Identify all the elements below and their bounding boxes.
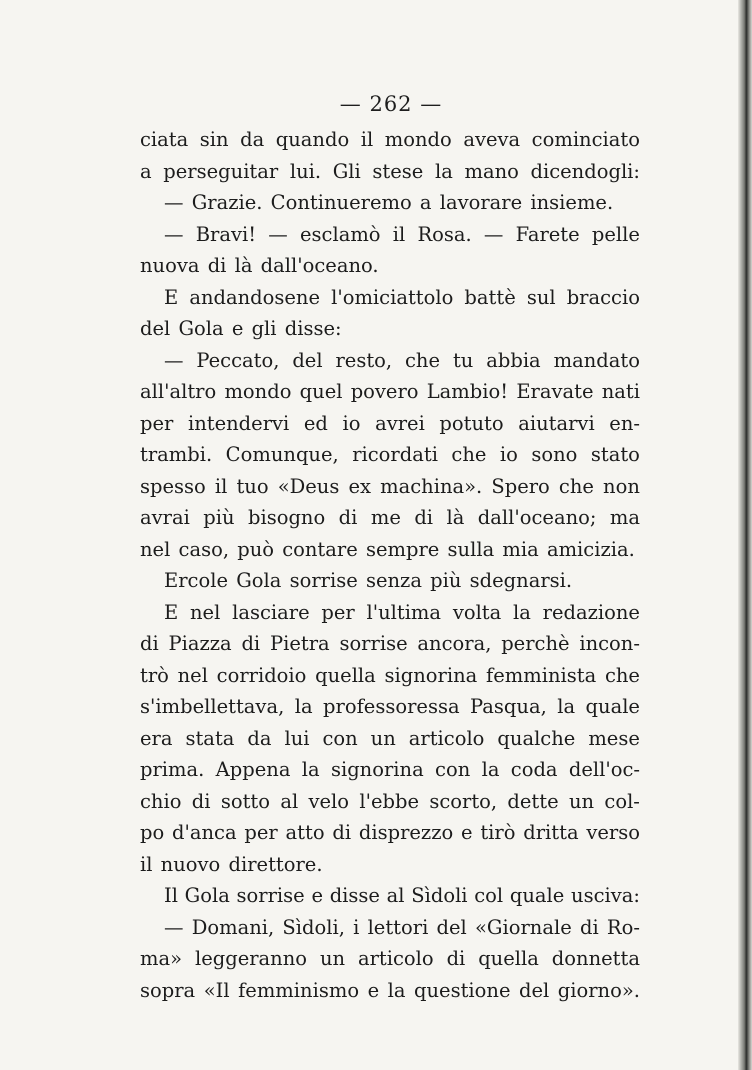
word: io <box>499 443 518 466</box>
word: resto, <box>335 348 393 372</box>
word: quale <box>585 695 640 718</box>
word: Sìdoli, <box>282 915 345 939</box>
text-line-content: — Grazie. Continueremo a lavorare insieme. <box>164 191 614 214</box>
word: all'altro <box>140 380 217 403</box>
word: Lambio! <box>426 380 509 403</box>
word: scorto, <box>429 789 498 813</box>
word: tirò <box>480 821 516 844</box>
word: di <box>414 506 434 529</box>
word: non <box>603 474 640 498</box>
word: il <box>360 128 374 151</box>
text-line <box>140 565 640 597</box>
word: andandosene <box>189 285 321 309</box>
text-line <box>140 975 640 1007</box>
word: signorina <box>330 758 424 781</box>
text-line <box>140 597 640 629</box>
word: avrai <box>140 506 190 529</box>
word: dall'oceano; <box>477 506 597 529</box>
word: la <box>294 695 313 718</box>
word: lui. <box>289 159 322 183</box>
word: con <box>435 758 471 781</box>
word: ex <box>348 474 372 498</box>
word: «Deus <box>277 474 340 498</box>
word: abbia <box>486 348 541 372</box>
word: quella <box>315 663 376 687</box>
word: del <box>436 915 467 939</box>
word: la <box>557 695 576 718</box>
word: Ro- <box>606 915 640 939</box>
word: aiutarvi <box>518 411 595 435</box>
word: ricordati <box>352 443 438 466</box>
word: col <box>474 884 504 907</box>
word: del <box>292 348 323 372</box>
word: verso <box>586 821 640 844</box>
text-line <box>140 345 640 377</box>
text-line <box>140 786 640 818</box>
text-line <box>140 943 640 975</box>
text-line <box>140 124 640 156</box>
word: quale <box>509 884 565 907</box>
word: — <box>164 915 184 939</box>
text-line <box>140 219 640 251</box>
word: del <box>519 978 550 1002</box>
word: professoressa <box>323 695 460 718</box>
word: al <box>386 884 405 907</box>
text-line <box>140 817 640 849</box>
word: usciva: <box>571 884 640 907</box>
word: stese <box>372 159 424 183</box>
word: sul <box>526 285 556 309</box>
word: «Il <box>203 978 230 1002</box>
word: giorno». <box>557 978 640 1002</box>
word: più <box>203 506 235 529</box>
word: disprezzo <box>358 821 454 844</box>
word: — <box>483 222 504 246</box>
word: — <box>164 348 184 372</box>
word: cominciato <box>531 128 640 151</box>
word: sono <box>531 443 578 466</box>
word: mano <box>464 159 519 183</box>
word: — <box>164 222 184 246</box>
word: s'imbellettava, <box>140 695 285 718</box>
word: trò <box>140 663 169 687</box>
word: il <box>214 474 228 498</box>
word: trambi. <box>140 443 213 466</box>
word: perseguitar <box>163 159 279 183</box>
word: e <box>311 884 323 907</box>
word: volta <box>452 600 502 624</box>
word: sorrise <box>339 632 408 655</box>
word: che <box>604 663 640 687</box>
word: d'anca <box>172 821 237 844</box>
word: di <box>241 632 261 655</box>
word: spesso <box>140 474 206 498</box>
word: e <box>367 978 380 1002</box>
text-line <box>140 282 640 314</box>
word: pelle <box>591 222 640 246</box>
word: sopra <box>140 978 196 1002</box>
text-line <box>140 187 640 219</box>
word: la <box>481 758 500 781</box>
text-line-content: nel caso, può contare sempre sulla mia amicizia. <box>140 537 635 561</box>
text-line-content: nuova di là dall'oceano. <box>140 254 379 277</box>
word: questione <box>414 978 511 1002</box>
word: signorina <box>384 663 478 687</box>
word: il <box>392 222 406 246</box>
page-text-body <box>140 124 640 1006</box>
page-number: — 262 — <box>339 92 443 116</box>
word: perchè <box>501 632 570 655</box>
word: machina». <box>380 474 483 498</box>
word: mese <box>588 726 640 750</box>
word: un <box>319 947 346 970</box>
word: aveva <box>463 128 521 151</box>
word: mandato <box>553 348 640 372</box>
text-line-content: Ercole Gola sorrise senza più sdegnarsi. <box>164 569 573 592</box>
word: Bravi! <box>195 222 257 246</box>
word: e <box>461 821 473 844</box>
word: dell'oc- <box>568 758 640 781</box>
word: la <box>387 978 406 1002</box>
word: da <box>247 726 272 750</box>
word: era <box>140 726 173 750</box>
word: Gola <box>184 884 230 907</box>
word: di <box>140 632 159 655</box>
word: braccio <box>566 285 640 309</box>
text-line <box>140 408 640 440</box>
word: lettori <box>367 915 429 939</box>
word: nel <box>177 663 208 687</box>
word: en- <box>609 411 640 435</box>
word: — <box>268 222 288 246</box>
text-line <box>140 156 640 188</box>
word: per <box>321 600 355 624</box>
word: ma <box>609 506 640 529</box>
word: povero <box>350 380 419 403</box>
word: dritta <box>523 821 579 844</box>
word: sorrise <box>236 884 305 907</box>
text-line-content: del Gola e gli disse: <box>140 317 342 340</box>
word: Sìdoli <box>411 884 468 907</box>
word: Eravate <box>516 380 594 403</box>
word: me <box>370 506 401 529</box>
word: sotto <box>220 789 270 813</box>
word: di <box>446 947 466 970</box>
text-line <box>140 849 640 881</box>
word: Gli <box>332 159 361 183</box>
word: quando <box>275 128 350 151</box>
word: leggeranno <box>194 947 308 970</box>
word: incon- <box>579 632 640 655</box>
word: femminista <box>485 663 597 687</box>
word: disse <box>329 884 380 907</box>
word: Comunque, <box>225 443 339 466</box>
word: corridoio <box>216 663 307 687</box>
word: di <box>579 915 599 939</box>
text-line-content: il nuovo direttore. <box>140 852 323 876</box>
text-line <box>140 754 640 786</box>
word: velo <box>308 789 350 813</box>
word: femminismo <box>238 978 360 1002</box>
word: mondo <box>384 128 452 151</box>
word: qualche <box>497 726 576 750</box>
word: potuto <box>439 411 504 435</box>
word: al <box>280 789 299 813</box>
word: intendervi <box>187 411 290 435</box>
word: tu <box>452 348 474 372</box>
word: articolo <box>408 726 485 750</box>
word: di <box>338 506 358 529</box>
text-line <box>140 250 640 282</box>
text-line <box>140 628 640 660</box>
word: ciata <box>140 128 189 151</box>
text-line <box>140 471 640 503</box>
text-line <box>140 534 640 566</box>
word: lasciare <box>232 600 310 624</box>
word: l'ebbe <box>359 789 420 813</box>
word: stata <box>185 726 235 750</box>
word: redazione <box>542 600 640 624</box>
word: ma» <box>140 947 183 970</box>
word: io <box>342 411 361 435</box>
word: di <box>191 789 211 813</box>
word: dicendogli: <box>530 159 640 183</box>
word: Il <box>164 884 178 907</box>
text-line <box>140 502 640 534</box>
word: sin <box>199 128 229 151</box>
word: po <box>140 821 165 844</box>
word: chio <box>140 789 182 813</box>
word: a <box>140 159 152 183</box>
word: Farete <box>515 222 580 246</box>
word: tuo <box>236 474 269 498</box>
word: ancora, <box>417 632 492 655</box>
text-line <box>140 723 640 755</box>
word: che <box>405 348 441 372</box>
word: Spero <box>491 474 550 498</box>
word: l'ultima <box>366 600 442 624</box>
word: che <box>451 443 487 466</box>
word: nati <box>601 380 640 403</box>
word: coda <box>510 758 558 781</box>
word: i <box>353 915 360 939</box>
word: un <box>568 789 595 813</box>
word: «Giornale <box>474 915 572 939</box>
word: E <box>164 600 179 624</box>
word: Appena <box>215 758 291 781</box>
word: là <box>446 506 465 529</box>
word: la <box>513 600 531 624</box>
text-line <box>140 912 640 944</box>
word: che <box>558 474 594 498</box>
word: per <box>140 411 174 435</box>
word: E <box>164 285 179 309</box>
word: dette <box>507 789 559 813</box>
word: Domani, <box>191 915 275 939</box>
word: lui <box>284 726 310 750</box>
word: bisogno <box>247 506 326 529</box>
text-line <box>140 376 640 408</box>
word: avrei <box>375 411 425 435</box>
word: articolo <box>357 947 434 970</box>
word: esclamò <box>299 222 381 246</box>
word: Pasqua, <box>470 695 547 718</box>
word: quel <box>299 380 343 403</box>
text-line <box>140 880 640 912</box>
word: con <box>322 726 358 750</box>
text-line <box>140 691 640 723</box>
word: Rosa. <box>417 222 472 246</box>
word: col- <box>604 789 640 813</box>
text-line <box>140 439 640 471</box>
word: da <box>240 128 265 151</box>
text-line <box>140 313 640 345</box>
word: Pietra <box>269 632 330 655</box>
book-spine-shadow <box>738 0 752 1070</box>
word: la <box>434 159 453 183</box>
word: donnetta <box>551 947 640 970</box>
word: nel <box>190 600 221 624</box>
word: battè <box>464 285 516 309</box>
word: Peccato, <box>196 348 280 372</box>
word: la <box>301 758 320 781</box>
word: stato <box>590 443 640 466</box>
word: prima. <box>140 758 205 781</box>
word: un <box>370 726 396 750</box>
word: ed <box>303 411 328 435</box>
word: mondo <box>224 380 292 403</box>
word: Piazza <box>168 632 232 655</box>
word: l'omiciattolo <box>331 285 454 309</box>
word: per <box>244 821 278 844</box>
word: di <box>332 821 352 844</box>
text-line <box>140 660 640 692</box>
word: atto <box>285 821 325 844</box>
word: quella <box>478 947 539 970</box>
